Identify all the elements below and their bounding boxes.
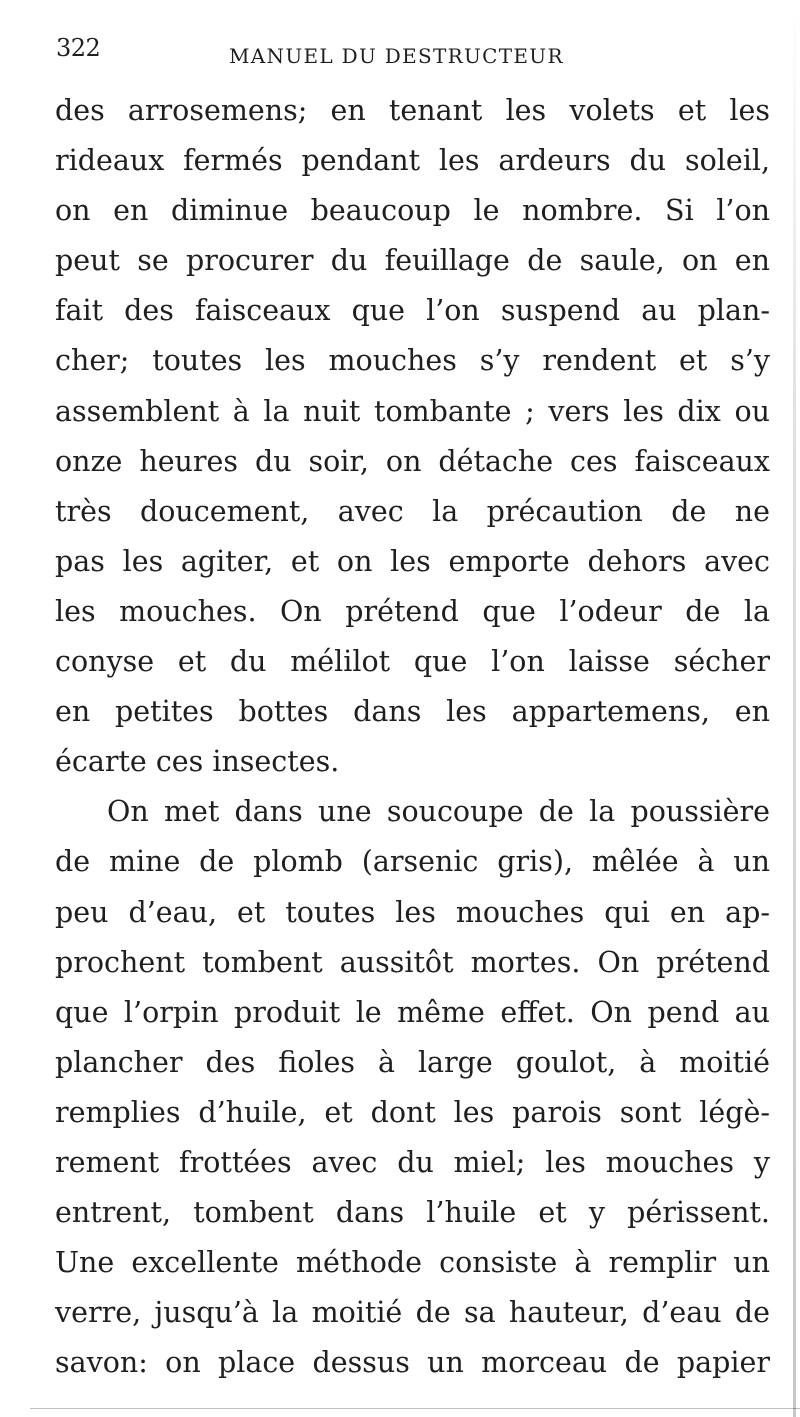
text-line: remplies d’huile, et dont les parois sont légè-	[55, 1095, 770, 1129]
text-line: fait des faisceaux que l’on suspend au plan-	[55, 294, 770, 328]
text-line: Une excellente méthode consiste à remplir un	[55, 1246, 770, 1280]
text-line: très doucement, avec la précaution de ne	[55, 494, 770, 528]
text-line: verre, jusqu’à la moitié de sa hauteur, d’eau de	[55, 1296, 770, 1330]
text-line: plancher des fioles à large goulot, à moitié	[55, 1045, 770, 1079]
text-line: on en diminue beaucoup le nombre. Si l’on	[55, 194, 770, 228]
running-head: MANUEL DU DESTRUCTEUR	[229, 44, 564, 68]
text-line: en petites bottes dans les appartemens, en	[55, 695, 770, 729]
text-line: peut se procurer du feuillage de saule, on en	[55, 244, 770, 278]
text-line: peu d’eau, et toutes les mouches qui en ap-	[55, 895, 770, 929]
text-line: savon: on place dessus un morceau de papier	[55, 1346, 770, 1380]
text-line: assemblent à la nuit tombante ; vers les dix ou	[55, 394, 770, 428]
text-line: écarte ces insectes.	[55, 745, 340, 779]
text-line: conyse et du mélilot que l’on laisse sécher	[55, 645, 770, 679]
paragraph	[55, 787, 770, 1388]
text-line: cher; toutes les mouches s’y rendent et s’y	[55, 344, 770, 378]
text-line: que l’orpin produit le même effet. On pend au	[55, 995, 770, 1029]
text-line: rement frottées avec du miel; les mouches y	[55, 1145, 770, 1179]
text-line: les mouches. On prétend que l’odeur de la	[55, 594, 770, 628]
text-line: pas les agiter, et on les emporte dehors avec	[55, 544, 770, 578]
text-line: prochent tombent aussitôt mortes. On prétend	[55, 945, 770, 979]
text-line: On met dans une soucoupe de la poussière	[107, 795, 770, 829]
page-edge-shadow	[793, 0, 796, 1417]
text-line: des arrosemens; en tenant les volets et les	[55, 94, 770, 127]
page-number: 322	[56, 34, 101, 62]
bottom-edge	[30, 1408, 800, 1409]
text-line: onze heures du soir, on détache ces faisceaux	[55, 444, 770, 478]
text-line: de mine de plomb (arsenic gris), mêlée à un	[55, 845, 770, 879]
text-line: entrent, tombent dans l’huile et y périssent.	[55, 1196, 770, 1230]
text-line: rideaux fermés pendant les ardeurs du soleil,	[55, 144, 770, 178]
body-text	[55, 86, 770, 1388]
paragraph	[55, 86, 770, 787]
